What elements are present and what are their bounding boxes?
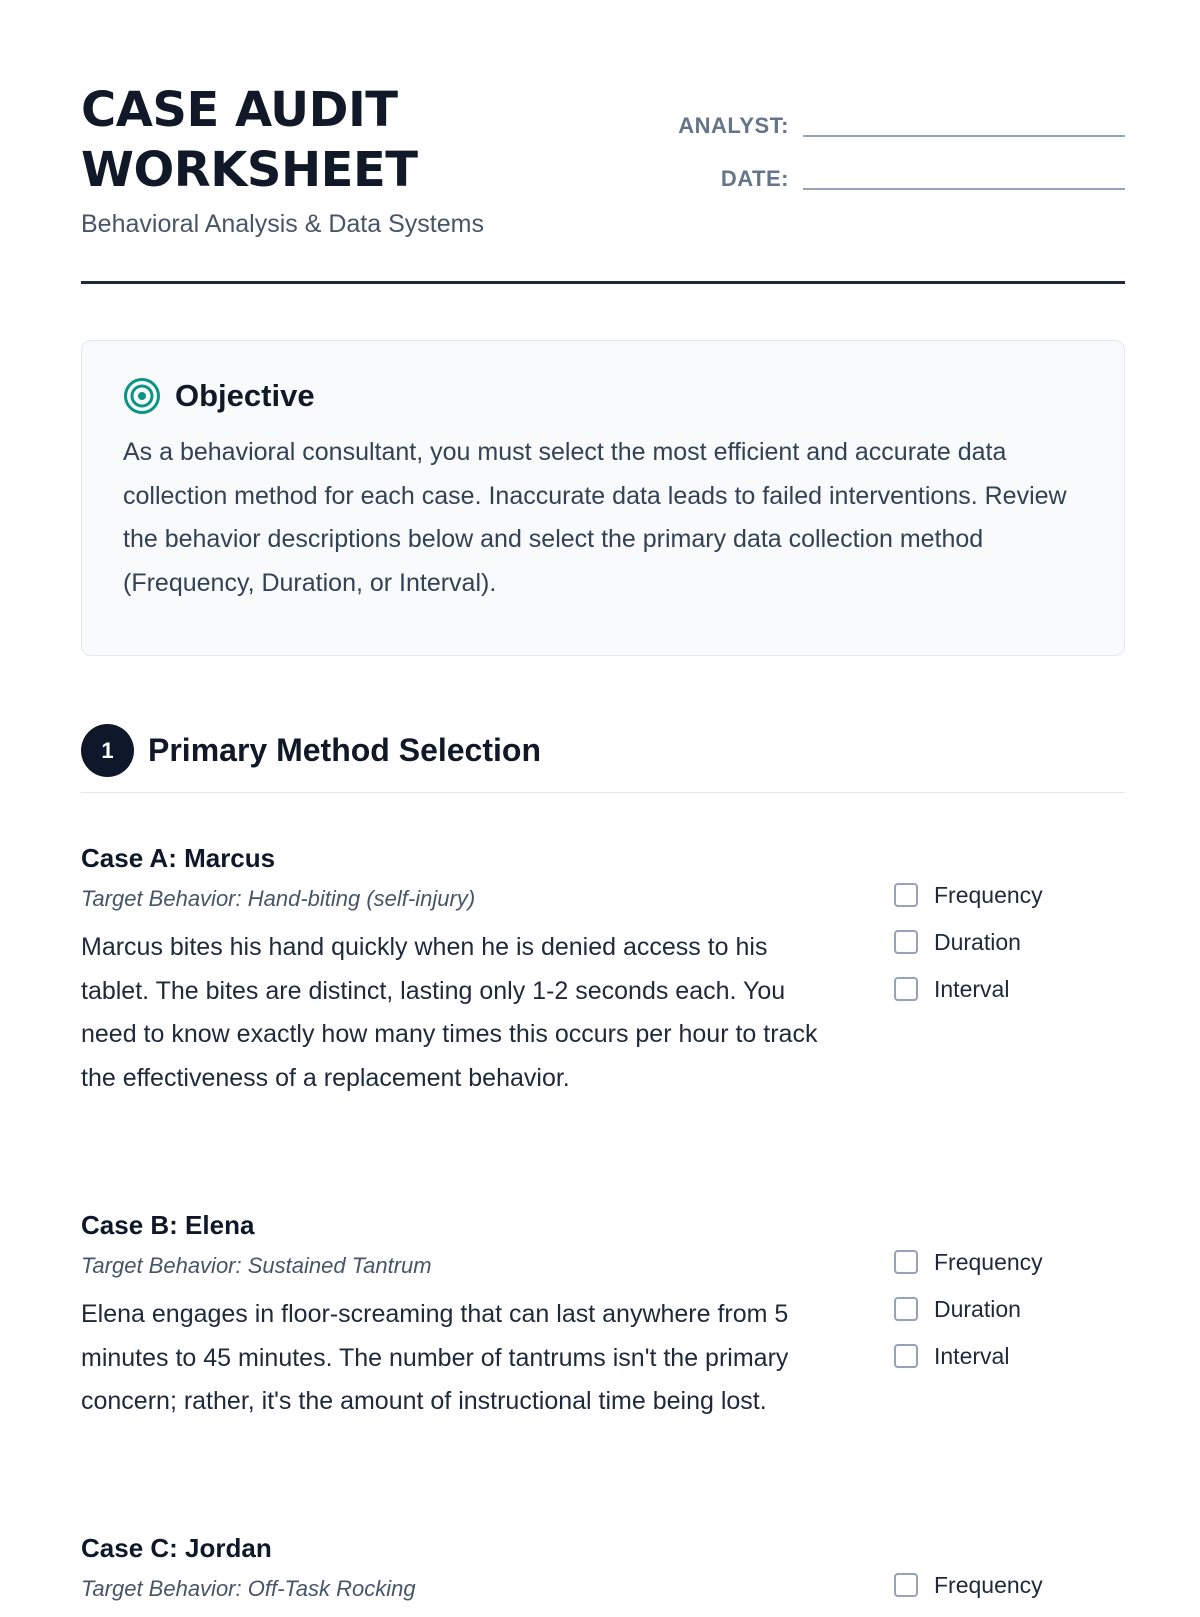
option-label: Duration [934, 928, 1021, 955]
page-title: CASE AUDIT WORKSHEET [81, 82, 418, 198]
objective-title: Objective [175, 378, 315, 413]
section-title: Primary Method Selection [148, 732, 541, 768]
objective-heading [123, 377, 1083, 415]
case-description: Marcus bites his hand quickly when he is denied access to his tablet. The bites are distinct, lasting only 1-2 seconds each. You need to know exactly how many times this occurs per hour to track the effectiveness of a replacement behavior. [81, 933, 818, 1092]
option-label: Frequency [934, 1571, 1043, 1598]
option-duration[interactable] [894, 927, 1043, 957]
option-label: Duration [934, 1295, 1021, 1322]
case-name: Case B: Elena [81, 1210, 255, 1240]
method-options [894, 1570, 1043, 1617]
option-frequency[interactable] [894, 1570, 1043, 1600]
option-interval[interactable] [894, 1341, 1043, 1371]
case-name: Case A: Marcus [81, 843, 276, 873]
case-target-behavior: Target Behavior: Sustained Tantrum [81, 1253, 432, 1278]
option-label: Interval [934, 975, 1010, 1002]
case-name: Case C: Jordan [81, 1533, 272, 1563]
target-icon [123, 377, 161, 415]
case-info [81, 1532, 841, 1604]
case-info [81, 1209, 841, 1424]
objective-text: As a behavioral consultant, you must select the most efficient and accurate data collection method for each case. Inaccurate data leads to failed interventions. Review the behavior descriptions below and select the primary data collection method (Frequency, Duration, or Interval). [123, 438, 1067, 597]
meta-fields [665, 86, 1125, 192]
checkbox[interactable] [894, 930, 918, 954]
case-target-behavior: Target Behavior: Hand-biting (self-injury) [81, 886, 476, 911]
analyst-label: ANALYST: [678, 113, 789, 138]
checkbox[interactable] [894, 1344, 918, 1368]
checkbox[interactable] [894, 977, 918, 1001]
date-label: DATE: [720, 166, 789, 191]
option-interval[interactable] [894, 974, 1043, 1004]
analyst-field[interactable] [803, 135, 1125, 137]
checkbox[interactable] [894, 1250, 918, 1274]
case-description: Elena engages in floor-screaming that can last anywhere from 5 minutes to 45 minutes. The number of tantrums isn't the primary concern; rather, it's the amount of instructional time being lost. [81, 1300, 789, 1415]
analyst-row [665, 86, 1125, 139]
method-options [894, 1247, 1043, 1388]
objective-box [81, 340, 1125, 656]
section-header [81, 724, 1125, 793]
checkbox[interactable] [894, 1297, 918, 1321]
case-card-b [81, 1209, 1125, 1424]
case-card-c [81, 1532, 1125, 1604]
header-divider [81, 281, 1125, 284]
header [81, 80, 1125, 285]
case-card-a [81, 842, 1125, 1100]
case-info [81, 842, 841, 1100]
option-duration[interactable] [894, 1294, 1043, 1324]
case-target-behavior: Target Behavior: Off-Task Rocking [81, 1576, 416, 1601]
checkbox[interactable] [894, 883, 918, 907]
option-frequency[interactable] [894, 1247, 1043, 1277]
date-row [665, 139, 1125, 192]
option-label: Frequency [934, 881, 1043, 908]
option-label: Frequency [934, 1248, 1043, 1275]
section-number-badge: 1 [81, 724, 134, 777]
date-field[interactable] [803, 188, 1125, 190]
option-frequency[interactable] [894, 880, 1043, 910]
option-label: Interval [934, 1342, 1010, 1369]
method-options [894, 880, 1043, 1021]
page-subtitle: Behavioral Analysis & Data Systems [81, 210, 484, 238]
checkbox[interactable] [894, 1573, 918, 1597]
